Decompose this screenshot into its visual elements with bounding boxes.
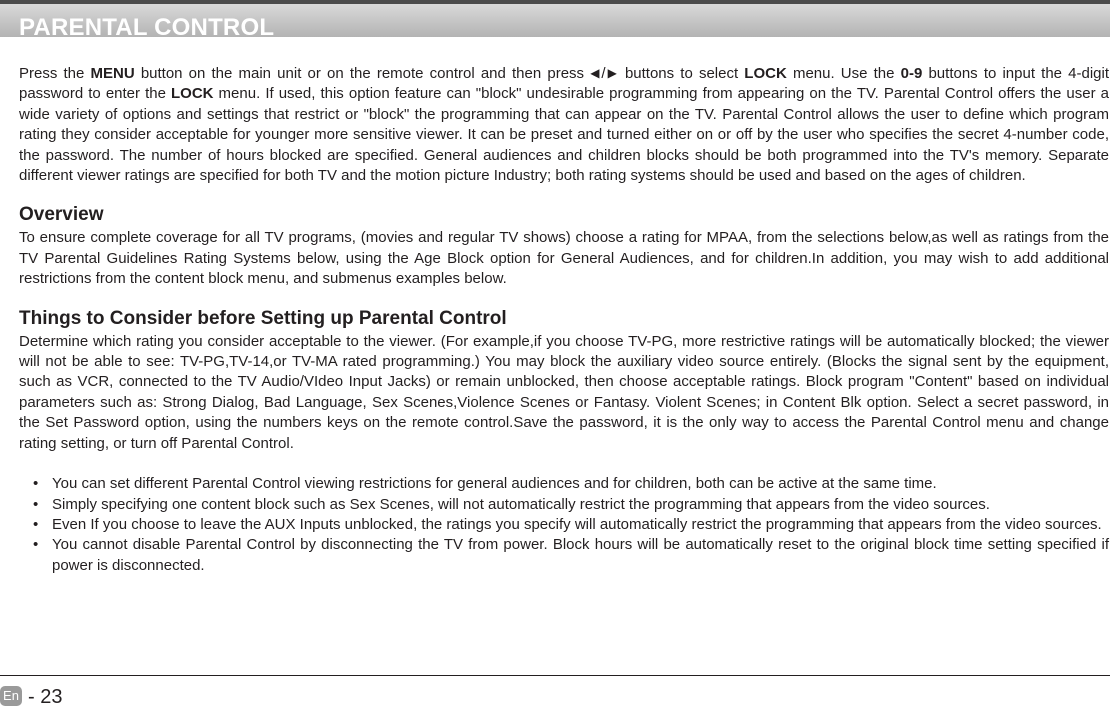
intro-text: menu. Use the xyxy=(786,65,901,82)
overview-heading: Overview xyxy=(19,204,104,226)
list-item xyxy=(19,474,1109,494)
consider-paragraph: Determine which rating you consider acceptable to the viewer. (For example,if you choose TV-PG, more restrictive ratings will be automatically blocked; the viewer will not be able to see: TV-PG,TV-14,or TV-MA rated programming.) You may block the auxiliary video source entirely. (Blocks the signal sent by the equipment, such as VCR, connected to the TV Audio/VIdeo Input Jacks) or remain unblocked, then choose acceptable ratings. Block program "Content" based on individual parameters such as: Strong Dialog, Bad Language, Sex Scenes,Violence Scenes or Fantasy. Violent Scenes; in Content Blk option. Select a secret password, in the Set Password option, using the numbers keys on the remote control.Save the password, it is the only way to access the Parental Control menu and change rating setting, or turn off Parental Control. xyxy=(19,332,1109,452)
digits-keyword: 0-9 xyxy=(900,65,923,82)
arrow-separator: / xyxy=(601,65,606,82)
intro-text: button on the main unit or on the remote control and then press xyxy=(134,65,591,82)
list-item-text: Even If you choose to leave the AUX Inputs unblocked, the ratings you specify will automatically restrict the programming that appears from the video sources. xyxy=(52,515,1102,533)
footer-divider xyxy=(0,675,1110,676)
list-item xyxy=(19,515,1109,535)
intro-text: buttons to input the 4-digit password to enter the xyxy=(19,65,1110,103)
bullet-icon: • xyxy=(33,475,39,493)
bullet-icon: • xyxy=(33,495,39,513)
consider-heading: Things to Consider before Setting up Parental Control xyxy=(19,307,507,329)
list-item-text: Simply specifying one content block such as Sex Scenes, will not automatically restrict the programming that appears from the video sources. xyxy=(52,495,990,513)
intro-text: Press the xyxy=(19,65,91,82)
page-title: PARENTAL CONTROL xyxy=(19,14,275,37)
list-item-text: You cannot disable Parental Control by disconnecting the TV from power. Block hours will be automatically reset to the original block time setting specified if power is disconnected. xyxy=(52,536,1109,574)
list-item xyxy=(19,495,1109,515)
lock-keyword: LOCK xyxy=(744,65,787,82)
bullet-icon: • xyxy=(33,536,39,554)
intro-paragraph xyxy=(19,63,1109,186)
page-number: - 23 xyxy=(28,686,63,708)
intro-text: menu. If used, this option feature can "block" undesirable programming from appearing on the TV. Parental Control offers the user a wide variety of options and settings that restrict or "block" the programming that can appear on the TV. Parental Control allows the user to define which program rating they consider acceptable for younger more sensitive viewer. It can be preset and turned either on or off by the user who specifies the secret 4-number code, the password. The number of hours blocked are specified. General audiences and children blocks should be both programmed into the TV's memory. Separate different viewer ratings are specified for both TV and the motion picture Industry; both rating systems should be used and based on the ages of children. xyxy=(19,85,1109,185)
left-arrow-icon: ◀ xyxy=(590,66,602,80)
right-arrow-icon: ▶ xyxy=(605,66,619,80)
list-item-text: You can set different Parental Control viewing restrictions for general audiences and for children, both can be active at the same time. xyxy=(52,475,937,493)
tips-list xyxy=(19,474,1109,576)
document-body xyxy=(19,63,1109,576)
intro-text: buttons to select xyxy=(618,65,745,82)
list-item xyxy=(19,535,1109,576)
menu-keyword: MENU xyxy=(90,65,135,82)
lock-keyword: LOCK xyxy=(171,85,214,103)
bullet-icon: • xyxy=(33,515,39,533)
overview-paragraph: To ensure complete coverage for all TV programs, (movies and regular TV shows) choose a rating for MPAA, from the selections below,as well as ratings from the TV Parental Guidelines Rating Systems below, using the Age Block option for General Audiences, and for children.In addition, you may wish to add additional restrictions from the content block menu, and submenus examples below. xyxy=(19,229,1109,288)
language-badge: En xyxy=(0,686,22,706)
